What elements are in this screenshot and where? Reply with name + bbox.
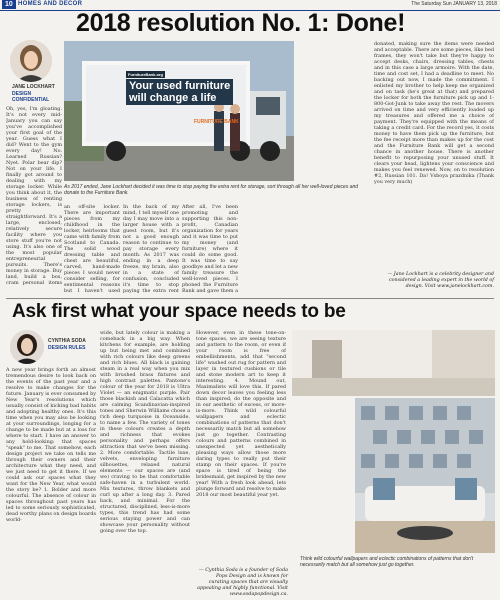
article2-column-2-text: wide, but lately colour is making a comeback in a big way. When kitchens for example, are holding up but being met and combined with rich colours like deep greens and rich blues. All black is gaining steam in a real way when you mix with brushed brass fixtures and high contrast palettes. Pantone's colour of the year for 2018 is Ultra Violet — an enigmatic purple. Pair those blackish and Calacatta which are calming Scandinavian-inspired tones and Sherwin Williams chose a rich deep turquoise in Oceanside, to name a few. The variety of tones in these colours creates a depth and richness that evokes personality and perhaps offers attraction that we've been missing. 2. More comfortable. Tactile luxe, velvets, enveloping furniture silhouettes, relaxed natural elements — our spaces are (and we) craving to be that comfortable safe-haven in a turbulent world. Mix textures, throw blankets and curl up after a long day. 3. Pared back, and minimal. For the structured, disciplined, less-is-more types, this trend has had some serious staying power and can showcase your personality without going over the top.: [100, 330, 190, 534]
article1-headline: 2018 resolution No. 1: Done!: [76, 9, 406, 37]
author2-byline: [48, 338, 86, 351]
article-divider: [6, 298, 494, 299]
truck-url: FurnitureBank.org: [128, 72, 163, 77]
article1-column-4: [182, 204, 238, 294]
author1-avatar: [10, 40, 52, 82]
article1-signature: — Jane Lockhart is a celebrity designer and considered a leading expert in the world of design. Visit www.janelockhart.com.: [387, 272, 494, 289]
article1-column-3: [123, 204, 179, 294]
author2-avatar: [10, 330, 44, 364]
article1-photo: [64, 41, 294, 181]
article2-column-3: [196, 330, 286, 566]
truck-slogan: [126, 79, 233, 105]
article1-column-4-text: After all, I've been promoting and supporting this non-profit, Canadian organization for years and it was time to put my money (and furniture) where it could do some good. It was time to say goodbye and let a new family treasure the well-loved pieces. I phoned the Furniture Bank and gave them a: [182, 204, 238, 294]
article1-column-3-text: In the back of my mind, I tell myself one day I may move into a larger house with a guest room, but it's not a good enough reason to continue to pay storage every month. As 2017 was ending in a deep freeze, my brain, also in a state of confusion, concluded it's time to stop paying the extra rent: [123, 204, 179, 294]
article1-column-5: [374, 41, 494, 271]
author2-name: CYNTHIA SODA: [48, 338, 86, 344]
article1-column-1: [6, 106, 62, 286]
article2-column-1-text: A new year brings forth an almost tremendous desire to look back on the events of the past year and a resolve to make changes for the future. January is ever consumed by New Year's resolutions which usually consist of kicking bad habits and adopting healthy ones. It's this time when you may also be looking at your surroundings, longing for a change to be made but at a loss for where to start. I have an answer to any hold-looking: that spaces "speak" to me. That somehow, each design project we take on tells me through their owners and their architecture what they need, and we just need to get it there. If we could ask our spaces what they want for the New Year, what would the story be? 1. Bolder and more colourful. The absence of colour in spaces throughout past years has led to some seriously sophisticated, dead worthy plans on design boards world-: [6, 367, 96, 523]
article2-photo-caption: Think wild colourful wallpapers and eclectic combinations of patterns that don't necessarily match but all somehow just go together.: [300, 556, 474, 568]
article1-column-2-text: an off-site locker. There are important pieces from my childhood in the locker, heirlooms that came with family from Scotland to Canada. The solid wood dressing table and chest are beautiful, carved, hand-made pieces I would never consider selling, for sentimental reasons but I haven't used: [64, 204, 120, 294]
publication-date: The Saturday Sun JANUARY 13, 2018: [411, 1, 497, 7]
author1-column-name-1: DESIGN: [12, 90, 32, 97]
truck-slogan-line-1: Your used furniture: [129, 80, 231, 92]
article1-column-2: [64, 204, 120, 294]
article1-column-1-text: Oh, yes, I'm gloating. It's not every mid-January you can say you've accomplished your first goal of the year. Guess what I did? Went to the gym every day! No. Learned Russian? Nyet. Polar bear dip? Not on your life. I finally got around to dealing with my storage locker. While you think about it, the business of renting storage lockers, is pretty straightforward. It's a large, enclosed, relatively secure facility where you store stuff you're not using. It's also one of the most popular entrepreneurial pursuits. There's money in storage. Buy land, build a box, cram personal items: [6, 106, 62, 286]
truck-logo: FURNITURE BANK: [194, 119, 239, 125]
article1-column-5-text: donated, making sure the items were needed and acceptable. There are some pieces, like bed frames, they won't take but they're happy to accept desks, chairs, dressing tables, chests and in this case a large armoire. With the date, time and cost set, I had a deadline to meet. No backing out now, I made the commitment. I enlisted my brother to help keep me organized and on task (he's great at that) and prepared the locker for both the furniture pick up and 1-800-Got-Junk to take away the rest. The movers arrived on time and very efficiently loaded up my treasures and offered me a choice of payment. They're equipped with the means of taking a credit card. For the record yes, it costs money to have them pick up the furniture, but the fee receipt more than makes up for the cost and the Furniture Bank will get a second chance in another house. There is another benefit to repurposing your unused stuff. It clears your head, lightens your conscience and makes you feel renewed. Now, on to resolution #2, Russian 101. Da! Vsboya prazdnika (Thank you very much): [374, 41, 494, 185]
author2-column-name: DESIGN RULES: [48, 344, 86, 351]
article2-signature: — Cynthia Soda is a founder of Soda Pops Design and is known for curating spaces that are visually appealing and highly functional. Visit www.sodapopdesign.ca.: [197, 568, 288, 597]
article2-headline: Ask first what your space needs to be: [12, 301, 346, 322]
article2-photo-top: [292, 330, 495, 396]
article1-photo-caption: As 2017 ended, Jane Lockhart decided it was time to stop paying the extra rent for storage, sort through all her well-loved pieces and donate to the Furniture Bank.: [64, 184, 359, 196]
section-name: HOMES AND DECOR: [18, 1, 83, 7]
article2-photo: [355, 398, 495, 553]
truck-slogan-line-2: will change a life: [129, 92, 217, 104]
author1-name: JANE LOCKHART: [12, 84, 55, 90]
author1-column-name-2: CONFIDENTIAL: [12, 97, 50, 103]
article2-column-3-text: However, even in these tone-on-tone spaces, we are seeing texture and pattern to the room, or even if your room is free of embellishments, add that "second life" washed out rug for pattern and layer in textured cushions or tile and stone modern art to keep it interesting. 4. Mound out, Maximalists will love this. If pared down decor leaves you feeling less than inspired, do the opposite and in our aesthetic of excess, or more-is-more. Think wild colourful wallpapers and eclectic combinations of patterns that don't necessarily match but all somehow just go together. Contrasting colours and patterns combined in unexpected yet aesthetically pleasing ways allow those more daring types to really put their stamp on their spaces. If you're space is tired of being the bridesmaid, get inspired by the new year! With a fresh look ahead, lets plunge forward and resolve to make 2018 our most beautiful year yet.: [196, 330, 286, 498]
section-number: 10: [2, 0, 16, 9]
article2-column-1: [6, 367, 96, 597]
article2-column-2: [100, 330, 190, 596]
author1-byline: [12, 84, 55, 104]
